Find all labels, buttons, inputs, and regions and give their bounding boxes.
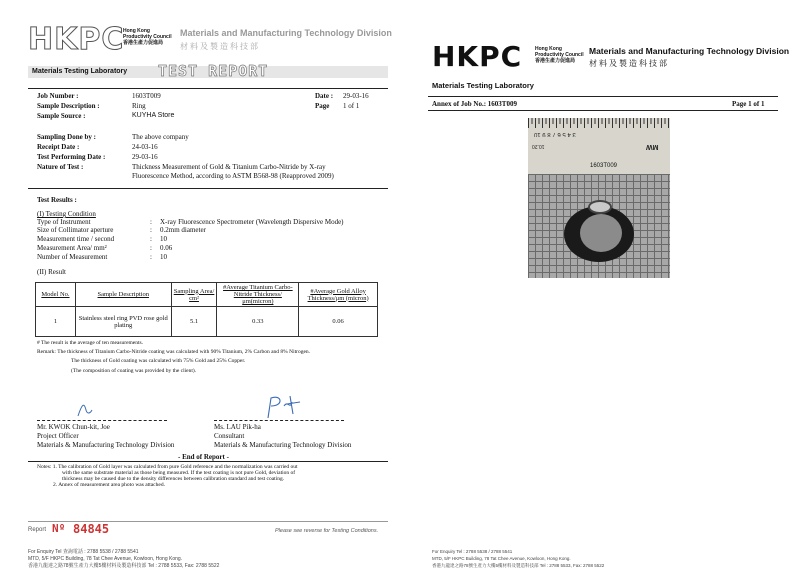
page-value: 1 of 1 bbox=[343, 102, 360, 110]
note-1: Notes: 1. The calibration of Gold layer was calculated from pure Gold reference and the normalization was carried out bbox=[37, 464, 298, 470]
cell-model: 1 bbox=[36, 307, 76, 337]
header-rule bbox=[28, 88, 388, 89]
annex-footer-enquiry: For Enquiry Tel : 2788 5538 / 2788 5541 bbox=[432, 549, 513, 554]
footer-address: MTD, 5/F HKPC Building, 78 Tat Chee Avenue, Kowloon, Hong Kong. bbox=[28, 556, 183, 562]
job-no: 1603T009 bbox=[132, 92, 161, 100]
cond-value-5: 10 bbox=[160, 253, 167, 261]
sampling-label: Sampling Done by : bbox=[37, 133, 96, 141]
cond-value-2: 0.2mm diameter bbox=[160, 226, 206, 234]
cond-sep-1: : bbox=[150, 218, 152, 226]
col-titanium: #Average Titanium Carbo-Nitride Thickness/ μm(micron) bbox=[217, 283, 299, 307]
date-label: Date : bbox=[315, 92, 334, 100]
nature-label: Nature of Test : bbox=[37, 163, 84, 171]
nature-line-2: Fluorescence Method, according to ASTM B568-98 (Reapproved 2009) bbox=[132, 172, 334, 180]
page-label: Page bbox=[315, 102, 330, 110]
cond-value-4: 0.06 bbox=[160, 244, 173, 252]
sample-desc: Ring bbox=[132, 102, 146, 110]
ring-highlight bbox=[588, 200, 612, 214]
perform-value: 29-03-16 bbox=[132, 153, 158, 161]
remark-2: The thickness of Gold coating was calculated with 75% Gold and 25% Copper. bbox=[71, 358, 246, 364]
ring-inner bbox=[580, 214, 622, 252]
footer-enquiry: For Enquiry Tel 查詢電話 : 2788 5538 / 2788 5541 bbox=[28, 549, 139, 555]
cond-label-1: Type of Instrument bbox=[37, 218, 91, 226]
table-row bbox=[36, 307, 378, 337]
annex-rule-bottom bbox=[428, 110, 778, 111]
cond-sep-5: : bbox=[150, 253, 152, 261]
cond-sep-2: : bbox=[150, 226, 152, 234]
annex-footer-address: MTD, 5/F HKPC Building, 78 Tat Chee Avenue, Kowloon, Hong Kong. bbox=[432, 556, 571, 561]
note-2: 2. Annex of measurement area photo was attached. bbox=[53, 482, 165, 488]
annex-footer-address-cn: 香港九龍達之路78號生產力大樓5樓材料及製造科技部 Tel : 2788 5533, Fax: 2788 5522 bbox=[432, 563, 605, 568]
signer2-name: Ms. LAU Pik-ha bbox=[214, 423, 261, 431]
results-rule bbox=[28, 188, 388, 189]
cond-value-3: 10 bbox=[160, 235, 167, 243]
nature-line-1: Thickness Measurement of Gold & Titanium Carbo-Nitride by X-ray bbox=[132, 163, 326, 171]
perform-label: Test Performing Date : bbox=[37, 153, 106, 161]
ruler bbox=[528, 118, 670, 174]
test-report-title: TEST REPORT bbox=[158, 62, 269, 80]
footer-address-cn: 香港九龍達之路78號生產力大樓5樓材料及製造科技部 Tel : 2788 5533, Fax: 2788 5522 bbox=[28, 563, 220, 569]
job-no-label: Job Number : bbox=[37, 92, 79, 100]
signature-line-2 bbox=[214, 420, 344, 421]
signature-lau bbox=[262, 392, 308, 422]
note-1b: with the same substrate material as those being measured. If the test coating is not pure Gold, deviation of bbox=[62, 470, 296, 476]
cond-label-3: Measurement time / second bbox=[37, 235, 115, 243]
cell-gold: 0.06 bbox=[299, 307, 378, 337]
cond-label-4: Measurement Area/ mm² bbox=[37, 244, 107, 252]
average-note: # The result is the average of ten measurements. bbox=[37, 340, 144, 346]
annex-page-no: Page 1 of 1 bbox=[732, 100, 765, 108]
result-table-header bbox=[36, 283, 378, 307]
photo-label: 1603T009 bbox=[590, 163, 618, 169]
org-name-annex: Hong Kong Productivity Council 香港生產力促進局 bbox=[535, 46, 584, 64]
report-no: 84845 bbox=[73, 522, 110, 536]
signer2-title: Consultant bbox=[214, 432, 245, 440]
result-table bbox=[35, 282, 378, 337]
result-heading: (II) Result bbox=[37, 268, 66, 276]
ruler-mark: MW bbox=[646, 143, 659, 150]
cond-sep-4: : bbox=[150, 244, 152, 252]
division-title-cn: 材料及製造科技部 bbox=[180, 42, 260, 51]
report-no-label: Report bbox=[28, 527, 47, 533]
annex-title: Annex of Job No.: 1603T009 bbox=[432, 100, 517, 108]
annex-page bbox=[400, 0, 800, 579]
col-area: Sampling Area/ cm² bbox=[171, 283, 217, 307]
end-of-report: - End of Report - bbox=[178, 453, 229, 461]
lab-name: Materials Testing Laboratory bbox=[32, 68, 128, 75]
hkpc-logo: HKPC bbox=[28, 22, 125, 57]
cell-area: 5.1 bbox=[171, 307, 217, 337]
signer1-division: Materials & Manufacturing Technology Division bbox=[37, 441, 175, 449]
signer1-name: Mr. KWOK Chun-kit, Joe bbox=[37, 423, 110, 431]
remark-3: (The composition of coating was provided by the client). bbox=[71, 368, 197, 374]
ruler-mid-label: 10.20 bbox=[532, 143, 545, 149]
remark-1: Remark: The thickness of Titanium Carbo-Nitride coating was calculated with 90% Titanium, 2% Carbon and 8% Nitrogen. bbox=[37, 349, 311, 355]
report-no-symbol: Nº bbox=[52, 522, 66, 535]
cell-titanium: 0.33 bbox=[217, 307, 299, 337]
receipt-value: 24-03-16 bbox=[132, 143, 158, 151]
division-title: Materials and Manufacturing Technology Division bbox=[180, 28, 392, 38]
signature-kwok bbox=[70, 398, 110, 420]
results-label: Test Results : bbox=[37, 196, 77, 204]
col-model: Model No. bbox=[36, 283, 76, 307]
condition-heading: (I) Testing Condition bbox=[37, 210, 96, 218]
signature-line-1 bbox=[37, 420, 167, 421]
cell-desc: Stainless steel ring PVD rose gold plating bbox=[75, 307, 171, 337]
note-1c: thickness may be caused due to the density differences between calibration standard and test coating. bbox=[62, 476, 285, 482]
signer2-division: Materials & Manufacturing Technology Division bbox=[214, 441, 352, 449]
cond-label-5: Number of Measurement bbox=[37, 253, 108, 261]
cond-label-2: Size of Collimator aperture bbox=[37, 226, 114, 234]
cond-sep-3: : bbox=[150, 235, 152, 243]
sample-source-label: Sample Source : bbox=[37, 112, 86, 120]
reverse-note: Please see reverse for Testing Conditions. bbox=[275, 528, 379, 534]
signer1-title: Project Officer bbox=[37, 432, 79, 440]
cond-value-1: X-ray Fluorescence Spectrometer (Wavelength Dispersive Mode) bbox=[160, 218, 344, 226]
col-gold: #Average Gold Alloy Thickness/μm (micron) bbox=[299, 283, 378, 307]
sample-desc-label: Sample Description : bbox=[37, 102, 100, 110]
sampling-value: The above company bbox=[132, 133, 189, 141]
org-name: Hong Kong Productivity Council 香港生產力促進局 bbox=[123, 28, 172, 46]
col-desc: Sample Description bbox=[75, 283, 171, 307]
ruler-numbers: 3 4 5 6 7 8 9 10 bbox=[534, 131, 576, 137]
annex-rule-top bbox=[428, 96, 778, 97]
sample-source: KUYHA Store bbox=[132, 112, 175, 119]
receipt-label: Receipt Date : bbox=[37, 143, 80, 151]
date-value: 29-03-16 bbox=[343, 92, 369, 100]
notes-rule bbox=[28, 461, 388, 462]
sample-photo bbox=[528, 118, 670, 278]
division-title-cn-annex: 材料及製造科技部 bbox=[589, 59, 669, 68]
division-title-annex: Materials and Manufacturing Technology Division bbox=[589, 46, 790, 56]
hkpc-logo-annex: HKPC bbox=[432, 40, 523, 73]
lab-name-annex: Materials Testing Laboratory bbox=[432, 81, 534, 90]
